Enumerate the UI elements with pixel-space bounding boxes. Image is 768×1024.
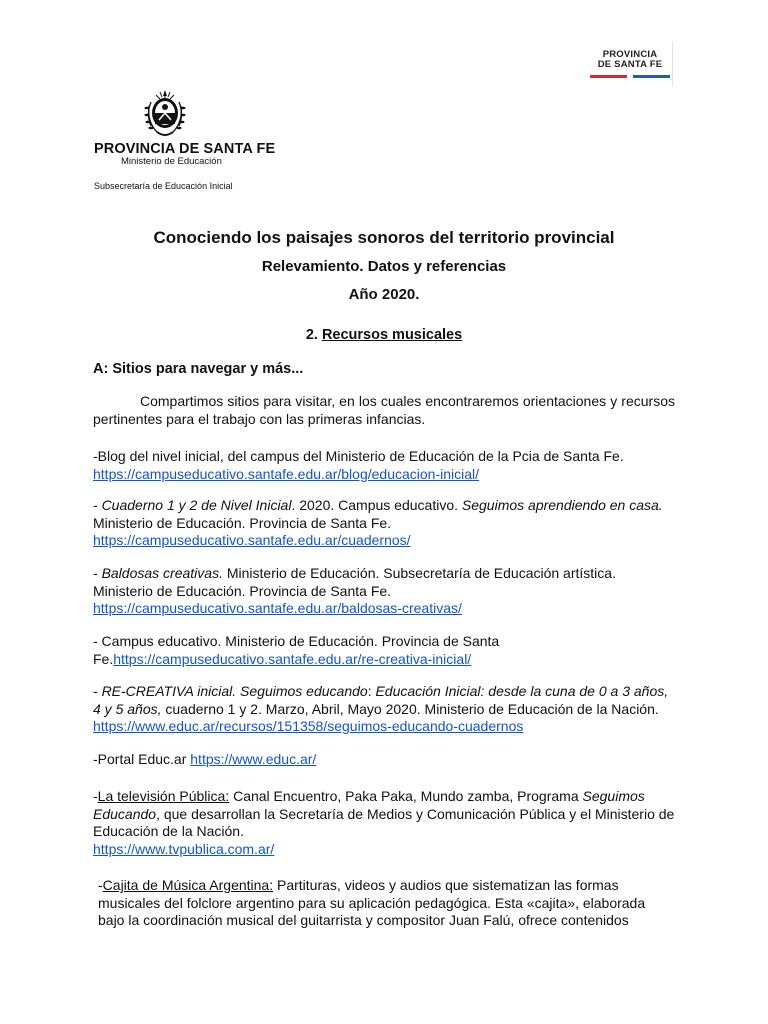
baldosas-rest: Ministerio de Educación. Subsecretaría de Educación artística. Ministerio de Educación. Provincia de Santa Fe. bbox=[93, 565, 616, 599]
item-tv-publica bbox=[93, 788, 675, 858]
blog-link[interactable]: https://campuseducativo.santafe.edu.ar/blog/educacion-inicial/ bbox=[93, 465, 480, 482]
baldosas-link[interactable]: https://campuseducativo.santafe.edu.ar/baldosas-creativas/ bbox=[93, 600, 462, 616]
logo-flag-bars bbox=[590, 75, 670, 78]
tv-link[interactable]: https://www.tvpublica.com.ar/ bbox=[93, 840, 275, 857]
item-recreativa bbox=[93, 683, 675, 736]
main-title: Conociendo los paisajes sonoros del territorio provincial bbox=[153, 228, 615, 247]
cajita-rest: Partituras, videos y audios que sistematizan las formas musicales del folclore argentino para su aplicación pedagógica. Esta «cajita», elaborada bajo la coordinación musical del guitarrista y compositor Juan Falú, ofrece contenidos bbox=[98, 877, 646, 928]
logo-left-subtitle: Ministerio de Educación bbox=[121, 156, 222, 167]
campus-text: - Campus educativo. Ministerio de Educación. Provincia de Santa Fe. bbox=[93, 633, 500, 667]
blog-text: -Blog del nivel inicial, del campus del Ministerio de Educación de la Pcia de Santa Fe. bbox=[93, 448, 624, 464]
section-a-heading: A: Sitios para navegar y más... bbox=[93, 361, 304, 377]
logo-right-line1: PROVINCIA bbox=[602, 49, 658, 60]
item-cajita bbox=[93, 877, 675, 930]
item-campus bbox=[93, 633, 675, 668]
portal-text: -Portal Educ.ar bbox=[93, 751, 191, 767]
baldosas-title: Baldosas creativas. bbox=[101, 565, 223, 581]
item-baldosas bbox=[93, 565, 675, 618]
campus-link[interactable]: https://campuseducativo.santafe.edu.ar/re-creativa-inicial/ bbox=[113, 650, 472, 667]
logo-right-line2: DE SANTA FE bbox=[597, 59, 663, 70]
section-number: 2. bbox=[305, 327, 322, 343]
santa-fe-seal-icon bbox=[143, 86, 187, 140]
provincia-logo-right bbox=[590, 50, 670, 78]
cuaderno-rest: Ministerio de Educación. Provincia de Santa Fe. bbox=[93, 514, 392, 531]
subsecretaria-label: Subsecretaría de Educación Inicial bbox=[94, 181, 233, 191]
year-title: Año 2020. bbox=[348, 286, 420, 303]
tv-italic: Seguimos Educando bbox=[93, 788, 645, 822]
tv-mid: Canal Encuentro, Paka Paka, Mundo zamba, Programa bbox=[229, 788, 583, 804]
item-portal bbox=[93, 751, 675, 769]
cuaderno-link[interactable]: https://campuseducativo.santafe.edu.ar/cuadernos/ bbox=[93, 532, 411, 548]
tv-rest: , que desarrollan la Secretaría de Medios y Comunicación Pública y el Ministerio de Educación de la Nación. bbox=[93, 805, 675, 839]
section-title: Recursos musicales bbox=[321, 327, 463, 343]
cuaderno-italic: Seguimos aprendiendo en casa. bbox=[461, 497, 663, 513]
recreativa-italic2: Educación Inicial: desde la cuna de 0 a 3 años, 4 y 5 años, bbox=[93, 683, 669, 717]
flag-red-bar bbox=[590, 75, 627, 78]
section-a-intro: Compartimos sitios para visitar, en los cuales encontraremos orientaciones y recursos pertinentes para el trabajo con las primeras infancias. bbox=[93, 393, 675, 427]
tv-dash: - bbox=[93, 788, 98, 804]
cuaderno-dash: - bbox=[93, 497, 102, 513]
cuaderno-mid: . 2020. Campus educativo. bbox=[291, 497, 462, 513]
cajita-dash: - bbox=[98, 877, 103, 893]
subtitle: Relevamiento. Datos y referencias bbox=[261, 258, 507, 275]
recreativa-rest: cuaderno 1 y 2. Marzo, Abril, Mayo 2020. Ministerio de Educación de la Nación. bbox=[161, 700, 659, 717]
item-blog bbox=[93, 448, 675, 483]
tv-title: La televisión Pública: bbox=[97, 788, 230, 804]
cajita-title: Cajita de Música Argentina: bbox=[102, 877, 274, 893]
cuaderno-title: Cuaderno 1 y 2 de Nivel Inicial bbox=[101, 497, 292, 513]
recreativa-colon: : bbox=[367, 683, 376, 699]
logo-left-title: PROVINCIA DE SANTA FE bbox=[94, 141, 276, 157]
logo-divider bbox=[672, 42, 673, 86]
item-cuaderno bbox=[93, 497, 675, 550]
flag-blue-bar bbox=[633, 75, 670, 78]
portal-link[interactable]: https://www.educ.ar/ bbox=[190, 751, 317, 767]
recreativa-dash: - bbox=[93, 683, 102, 699]
recreativa-italic1: RE-CREATIVA inicial. Seguimos educando bbox=[101, 683, 368, 699]
section-heading bbox=[0, 327, 768, 343]
recreativa-link[interactable]: https://www.educ.ar/recursos/151358/seguimos-educando-cuadernos bbox=[93, 718, 524, 734]
baldosas-dash: - bbox=[93, 565, 102, 581]
